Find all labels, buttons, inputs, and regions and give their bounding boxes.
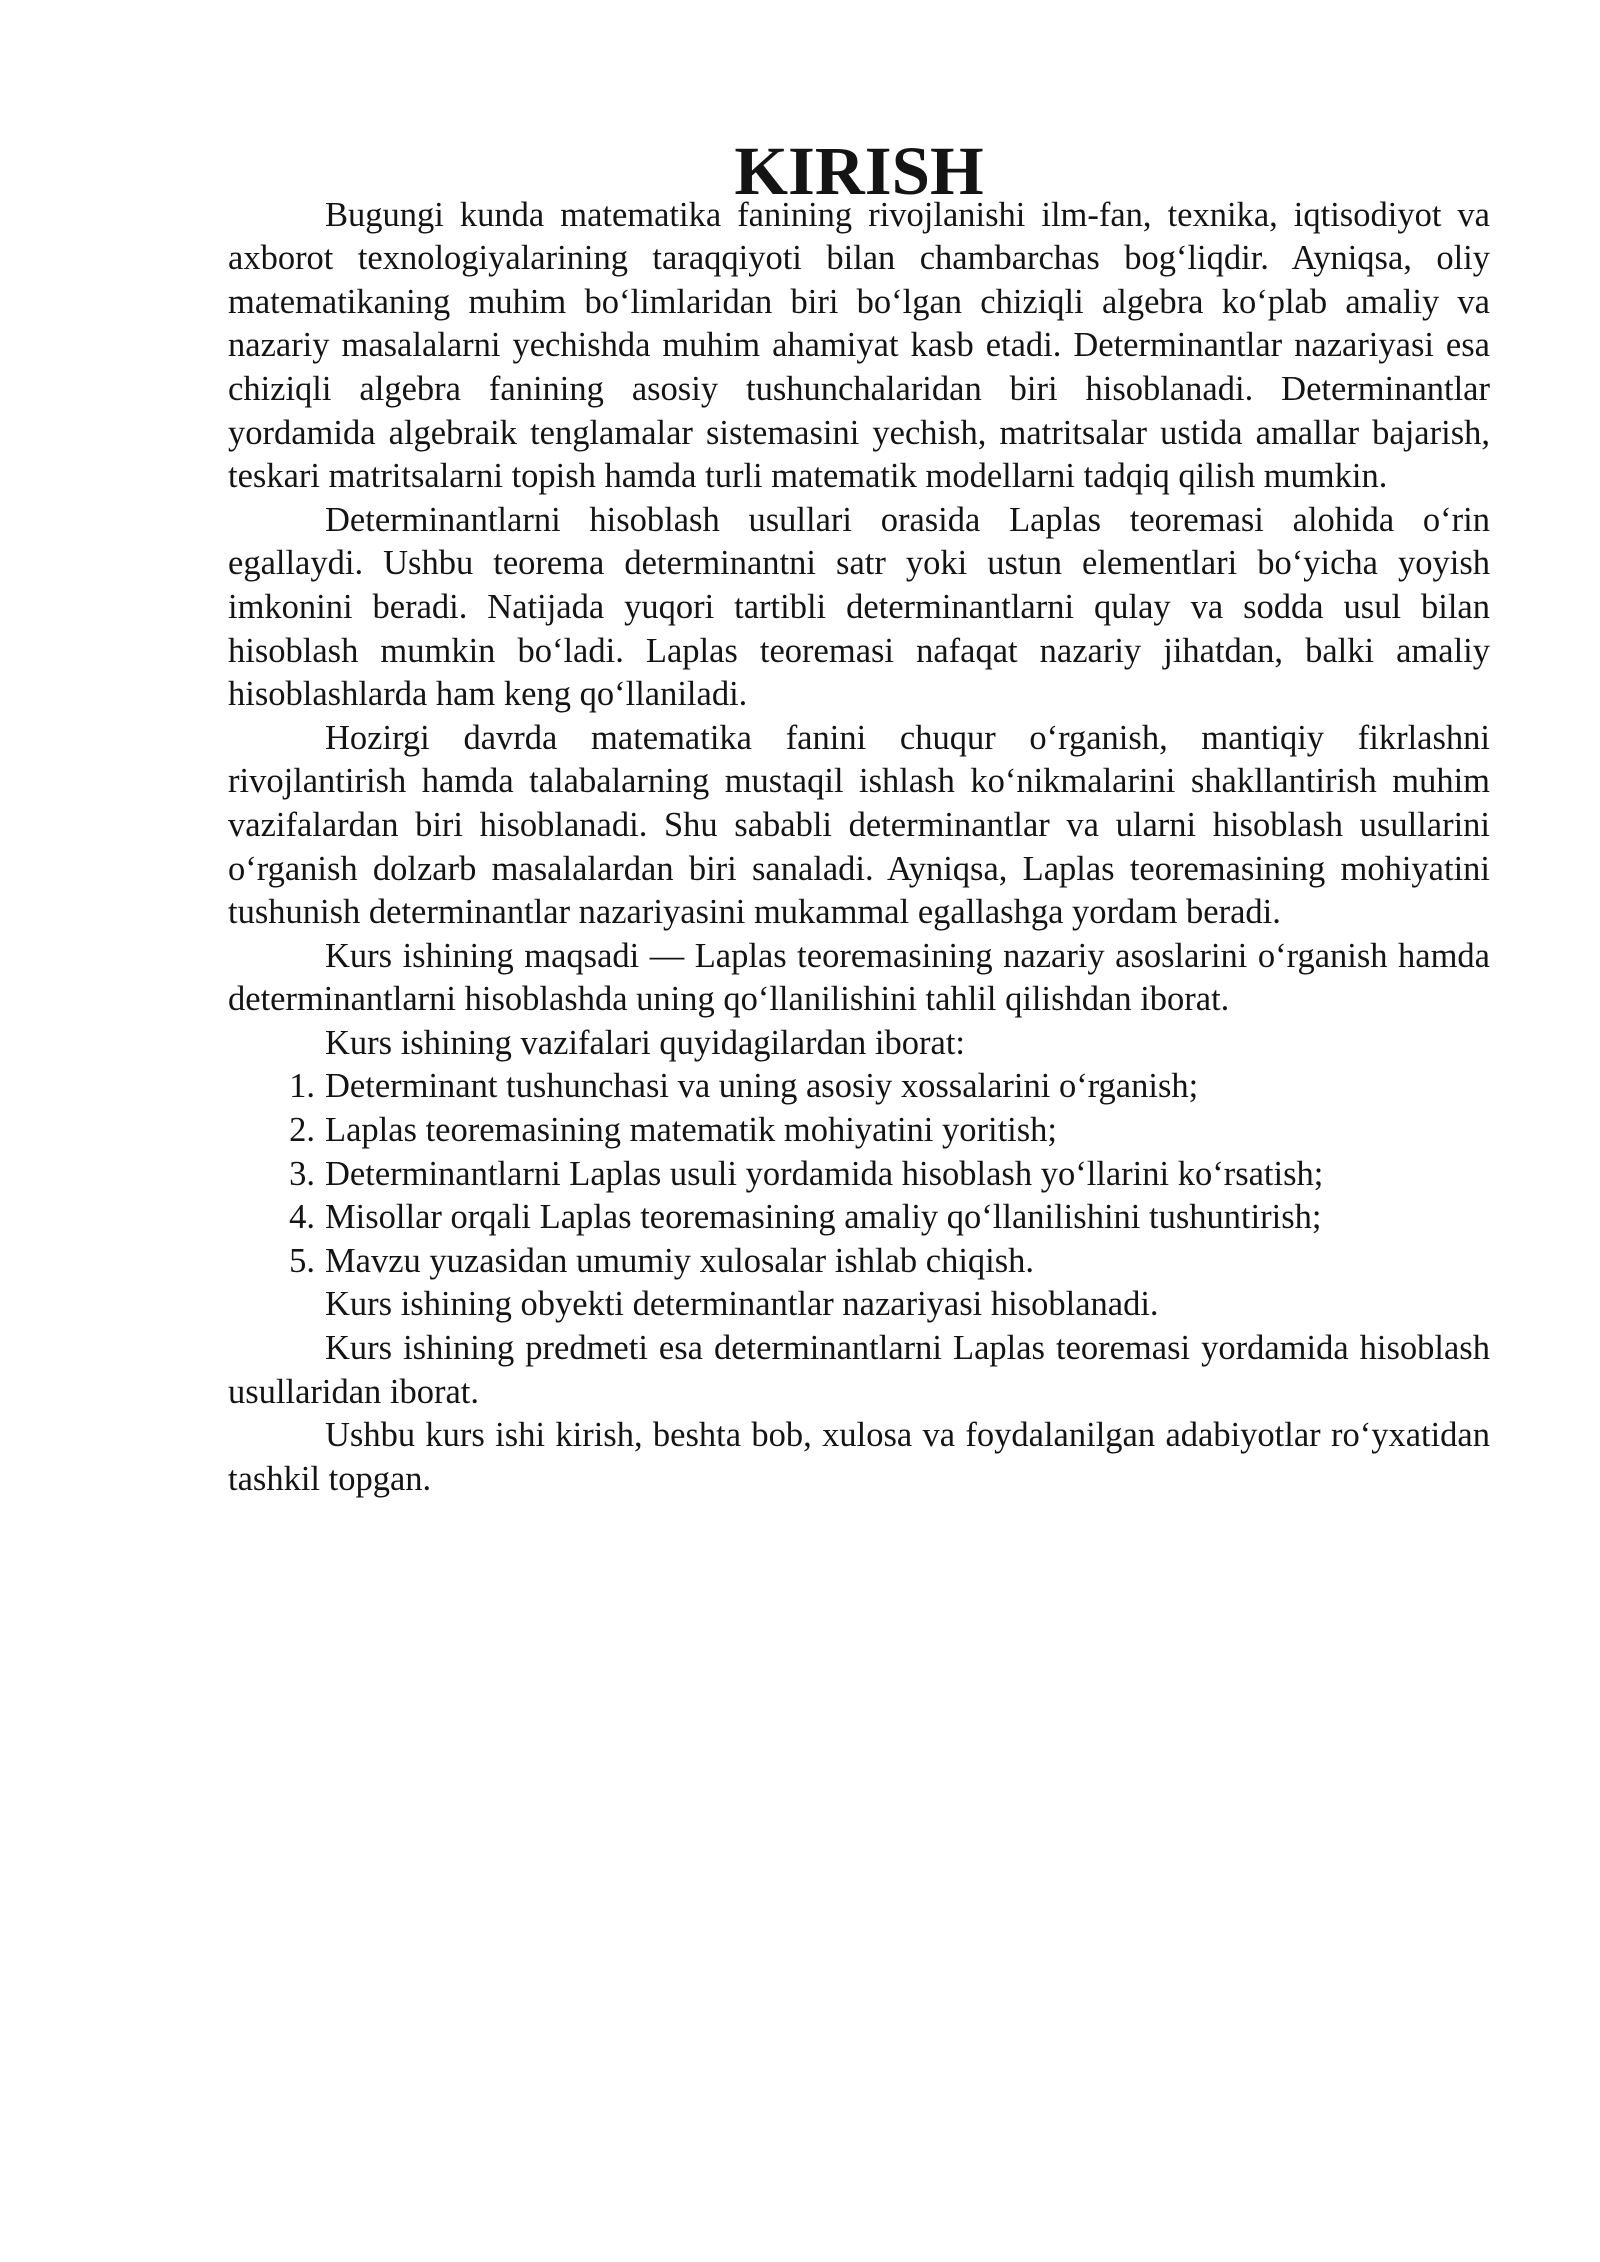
paragraph-relevance: Hozirgi davrda matematika fanini chuqur o‘rganish, mantiqiy fikrlashni rivojlantirish hamda talabalarning mustaqil ishlash ko‘nikmalarini shakllantirish muhim vazifalardan biri hisoblanadi. Shu sababli determinantlar va ularni hisoblash usullarini o‘rganish dolzarb masalalardan biri sanaladi. Ayniqsa, Laplas teoremasining mohiyatini tushunish determinantlar nazariyasini mukammal egallashga yordam beradi. (228, 718, 1490, 932)
list-item (228, 1153, 1490, 1197)
list-item (228, 1240, 1490, 1284)
list-item-number: 2. (289, 1111, 315, 1150)
list-item-text: Mavzu yuzasidan umumiy xulosalar ishlab chiqish. (325, 1241, 1035, 1280)
list-item-text: Determinantlarni Laplas usuli yordamida hisoblash yo‘llarini ko‘rsatish; (325, 1154, 1324, 1193)
list-item-text: Laplas teoremasining matematik mohiyatini yoritish; (325, 1111, 1058, 1150)
list-item-text: Determinant tushunchasi va uning asosiy xossalarini o‘rganish; (325, 1067, 1199, 1106)
paragraph-intro: Bugungi kunda matematika fanining rivojlanishi ilm-fan, texnika, iqtisodiyot va axborot texnologiyalarining taraqqiyoti bilan chambarchas bog‘liqdir. Ayniqsa, oliy matematikaning muhim bo‘limlaridan biri bo‘lgan chiziqli algebra ko‘plab amaliy va nazariy masalalarni yechishda muhim ahamiyat kasb etadi. Determinantlar nazariyasi esa chiziqli algebra fanining asosiy tushunchalaridan biri hisoblanadi. Determinantlar yordamida algebraik tenglamalar sistemasini yechish, matritsalar ustida amallar bajarish, teskari matritsalarni topish hamda turli matematik modellarni tadqiq qilish mumkin. (228, 195, 1490, 496)
paragraph-subject: Kurs ishining predmeti esa determinantlarni Laplas teoremasi yordamida hisoblash usullaridan iborat. (228, 1329, 1490, 1411)
paragraph-tasks-intro: Kurs ishining vazifalari quyidagilardan iborat: (325, 1023, 965, 1062)
list-item (228, 1109, 1490, 1153)
paragraph-object: Kurs ishining obyekti determinantlar nazariyasi hisoblanadi. (325, 1285, 1159, 1324)
paragraph-structure: Ushbu kurs ishi kirish, beshta bob, xulosa va foydalanilgan adabiyotlar ro‘yxatidan tashkil topgan. (228, 1416, 1490, 1498)
page-title: KIRISH (734, 133, 984, 209)
list-item-number: 4. (289, 1198, 315, 1237)
list-item-number: 5. (289, 1241, 315, 1280)
task-list (228, 1065, 1490, 1283)
list-item-number: 3. (289, 1154, 315, 1193)
list-item (228, 1196, 1490, 1240)
list-item-number: 1. (289, 1067, 315, 1106)
document-page (228, 133, 1490, 1501)
paragraph-laplas: Determinantlarni hisoblash usullari orasida Laplas teoremasi alohida o‘rin egallaydi. Ushbu teorema determinantni satr yoki ustun elementlari bo‘yicha yoyish imkonini beradi. Natijada yuqori tartibli determinantlarni qulay va sodda usul bilan hisoblash mumkin bo‘ladi. Laplas teoremasi nafaqat nazariy jihatdan, balki amaliy hisoblashlarda ham keng qo‘llaniladi. (228, 500, 1490, 714)
paragraph-goal: Kurs ishining maqsadi — Laplas teoremasining nazariy asoslarini o‘rganish hamda determinantlarni hisoblashda uning qo‘llanilishini tahlil qilishdan iborat. (228, 936, 1490, 1019)
list-item (228, 1065, 1490, 1109)
list-item-text: Misollar orqali Laplas teoremasining amaliy qo‘llanilishini tushuntirish; (325, 1198, 1322, 1237)
